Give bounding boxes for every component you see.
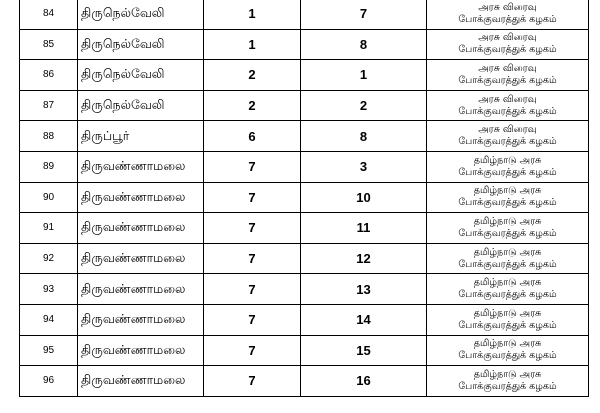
district-cell: திருவண்ணாமலை	[78, 151, 204, 182]
corporation-cell	[427, 0, 589, 29]
serial-number-cell: 94	[20, 304, 78, 335]
table-row	[20, 151, 589, 182]
corporation-line-2: போக்குவரத்துக் கழகம்	[458, 350, 557, 362]
corporation-cell	[427, 90, 589, 121]
serial-number-cell: 87	[20, 90, 78, 121]
table-row	[20, 29, 589, 60]
corporation-cell	[427, 335, 589, 366]
value-cell-b: 14	[301, 304, 427, 335]
corporation-line-1: அரசு விரைவு	[478, 62, 537, 74]
value-cell-b: 10	[301, 182, 427, 213]
corporation-line-1: தமிழ்நாடு அரசு	[473, 185, 542, 197]
serial-number-cell: 86	[20, 60, 78, 91]
table-row	[20, 121, 589, 152]
table-row	[20, 0, 589, 29]
corporation-line-1: தமிழ்நாடு அரசு	[473, 307, 542, 319]
table-row	[20, 335, 589, 366]
corporation-line-1: தமிழ்நாடு அரசு	[473, 154, 542, 166]
value-cell-a: 7	[204, 366, 301, 397]
table-row	[20, 60, 589, 91]
corporation-line-1: அரசு விரைவு	[478, 32, 537, 44]
corporation-cell	[427, 304, 589, 335]
table-row	[20, 213, 589, 244]
district-cell: திருவண்ணாமலை	[78, 243, 204, 274]
value-cell-a: 7	[204, 335, 301, 366]
value-cell-a: 7	[204, 304, 301, 335]
corporation-line-1: அரசு விரைவு	[478, 124, 537, 136]
corporation-line-2: போக்குவரத்துக் கழகம்	[458, 74, 557, 86]
value-cell-a: 1	[204, 0, 301, 29]
corporation-line-2: போக்குவரத்துக் கழகம்	[458, 44, 557, 56]
corporation-line-2: போக்குவரத்துக் கழகம்	[458, 197, 557, 209]
serial-number-cell: 95	[20, 335, 78, 366]
corporation-cell	[427, 29, 589, 60]
table-row	[20, 304, 589, 335]
district-cell: திருவண்ணாமலை	[78, 304, 204, 335]
district-cell: திருநெல்வேலி	[78, 60, 204, 91]
value-cell-a: 2	[204, 60, 301, 91]
value-cell-b: 12	[301, 243, 427, 274]
value-cell-b: 1	[301, 60, 427, 91]
district-cell: திருவண்ணாமலை	[78, 366, 204, 397]
value-cell-b: 15	[301, 335, 427, 366]
serial-number-cell: 84	[20, 0, 78, 29]
value-cell-a: 7	[204, 182, 301, 213]
district-cell: திருநெல்வேலி	[78, 0, 204, 29]
value-cell-a: 7	[204, 151, 301, 182]
serial-number-cell: 93	[20, 274, 78, 305]
corporation-line-1: அரசு விரைவு	[478, 93, 537, 105]
corporation-cell	[427, 243, 589, 274]
serial-number-cell: 96	[20, 366, 78, 397]
corporation-line-1: தமிழ்நாடு அரசு	[473, 368, 542, 380]
value-cell-a: 6	[204, 121, 301, 152]
district-cell: திருநெல்வேலி	[78, 90, 204, 121]
corporation-line-2: போக்குவரத்துக் கழகம்	[458, 227, 557, 239]
corporation-cell	[427, 60, 589, 91]
value-cell-b: 3	[301, 151, 427, 182]
table-row	[20, 243, 589, 274]
corporation-line-2: போக்குவரத்துக் கழகம்	[458, 289, 557, 301]
district-cell: திருவண்ணாமலை	[78, 274, 204, 305]
corporation-cell	[427, 121, 589, 152]
corporation-line-2: போக்குவரத்துக் கழகம்	[458, 136, 557, 148]
value-cell-b: 2	[301, 90, 427, 121]
table-row	[20, 274, 589, 305]
corporation-line-1: தமிழ்நாடு அரசு	[473, 277, 542, 289]
corporation-cell	[427, 213, 589, 244]
corporation-cell	[427, 151, 589, 182]
corporation-line-2: போக்குவரத்துக் கழகம்	[458, 258, 557, 270]
corporation-line-2: போக்குவரத்துக் கழகம்	[458, 105, 557, 117]
value-cell-a: 1	[204, 29, 301, 60]
serial-number-cell: 92	[20, 243, 78, 274]
corporation-line-2: போக்குவரத்துக் கழகம்	[458, 319, 557, 331]
district-cell: திருநெல்வேலி	[78, 29, 204, 60]
value-cell-b: 11	[301, 213, 427, 244]
value-cell-b: 8	[301, 29, 427, 60]
corporation-cell	[427, 366, 589, 397]
data-table	[19, 0, 589, 397]
corporation-line-1: தமிழ்நாடு அரசு	[473, 215, 542, 227]
serial-number-cell: 89	[20, 151, 78, 182]
value-cell-b: 8	[301, 121, 427, 152]
corporation-cell	[427, 182, 589, 213]
value-cell-b: 13	[301, 274, 427, 305]
district-cell: திருவண்ணாமலை	[78, 182, 204, 213]
district-cell: திருவண்ணாமலை	[78, 213, 204, 244]
corporation-line-1: அரசு விரைவு	[478, 1, 537, 13]
district-cell: திருப்பூர்	[78, 121, 204, 152]
district-cell: திருவண்ணாமலை	[78, 335, 204, 366]
value-cell-a: 2	[204, 90, 301, 121]
corporation-line-2: போக்குவரத்துக் கழகம்	[458, 166, 557, 178]
corporation-line-2: போக்குவரத்துக் கழகம்	[458, 13, 557, 25]
serial-number-cell: 90	[20, 182, 78, 213]
corporation-line-1: தமிழ்நாடு அரசு	[473, 338, 542, 350]
serial-number-cell: 91	[20, 213, 78, 244]
table-row	[20, 182, 589, 213]
value-cell-a: 7	[204, 274, 301, 305]
value-cell-a: 7	[204, 243, 301, 274]
table-body	[20, 0, 589, 396]
value-cell-b: 16	[301, 366, 427, 397]
corporation-line-2: போக்குவரத்துக் கழகம்	[458, 380, 557, 392]
serial-number-cell: 85	[20, 29, 78, 60]
serial-number-cell: 88	[20, 121, 78, 152]
table-row	[20, 90, 589, 121]
corporation-cell	[427, 274, 589, 305]
corporation-line-1: தமிழ்நாடு அரசு	[473, 246, 542, 258]
value-cell-a: 7	[204, 213, 301, 244]
value-cell-b: 7	[301, 0, 427, 29]
table-row	[20, 366, 589, 397]
